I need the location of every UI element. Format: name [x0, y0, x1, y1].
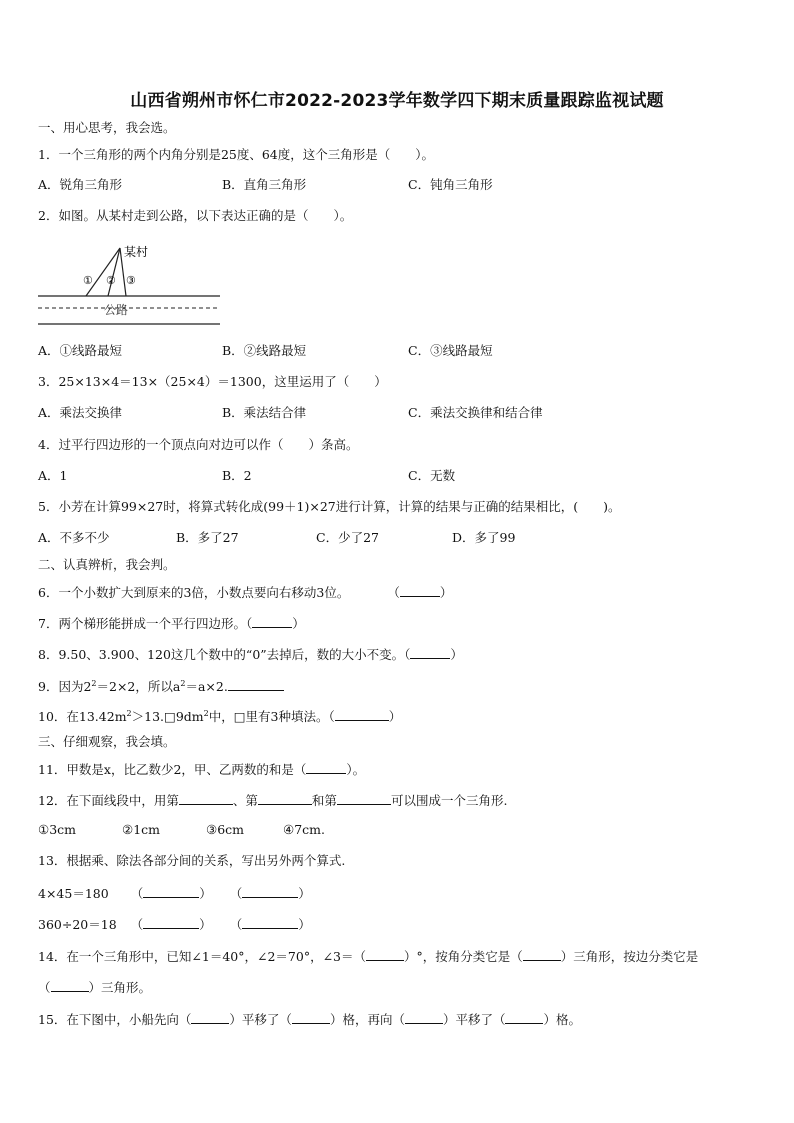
- q3-option-a: A．乘法交换律: [38, 405, 123, 420]
- q12-blank-3[interactable]: [337, 791, 391, 805]
- q13-row-1: [38, 884, 311, 902]
- q2-option-a: A．①线路最短: [38, 343, 123, 358]
- q13-r2-close-b: ）: [298, 917, 311, 932]
- q8-paren-close: ）: [450, 647, 463, 662]
- q11-text-2: ）。: [346, 762, 366, 777]
- q14-blank-1[interactable]: [366, 947, 404, 961]
- q10-paren-close: ）: [388, 709, 402, 724]
- question-14-line-2: [38, 978, 151, 996]
- q2-option-c: C．③线路最短: [408, 343, 493, 358]
- q12-blank-1[interactable]: [179, 791, 233, 805]
- q2-option-b: B．②线路最短: [222, 343, 307, 358]
- question-13-stem: 13．根据乘、除法各部分间的关系，写出另外两个算式.: [38, 853, 346, 868]
- q13-r1-open-b: （: [229, 886, 243, 901]
- q4-option-a: A．1: [38, 468, 68, 483]
- q10-text-3: 中，□里有3种填法。（: [208, 709, 335, 724]
- q15-text-1: 15．在下图中，小船先向（: [38, 1012, 192, 1027]
- road-village-figure: [36, 242, 226, 332]
- q12-text-4: 可以围成一个三角形.: [390, 793, 508, 808]
- q15-text-5: ）格。: [543, 1012, 581, 1027]
- road-label: 公路: [104, 303, 129, 317]
- q5-option-d: D．多了99: [452, 530, 516, 545]
- q9-sup-1: 2: [91, 678, 97, 688]
- question-5-stem: 5．小芳在计算99×27时，将算式转化成(99＋1)×27进行计算，计算的结果与正确的结果相比，( )。: [38, 499, 621, 514]
- q9-text-1: 9．因为2: [38, 679, 92, 694]
- q9-text-3: ＝a×2.: [185, 679, 228, 694]
- page-title: 山西省朔州市怀仁市2022-2023学年数学四下期末质量跟踪监视试题: [130, 91, 664, 111]
- q3-option-c: C．乘法交换律和结合律: [408, 405, 543, 420]
- q8-answer-blank[interactable]: [410, 645, 450, 659]
- q13-r1-close-a: ）: [199, 886, 212, 901]
- q12-text-3: 和第: [311, 793, 337, 808]
- q4-option-b: B．2: [222, 468, 252, 483]
- q1-option-b: B．直角三角形: [222, 177, 307, 192]
- route-2-label: ②: [106, 274, 116, 287]
- question-1-stem: 1．一个三角形的两个内角分别是25度、64度，这个三角形是（ ）。: [38, 147, 435, 162]
- q15-blank-3[interactable]: [405, 1010, 443, 1024]
- q5-option-a: A．不多不少: [38, 530, 110, 545]
- q7-paren-close: ）: [292, 616, 305, 631]
- question-7: [38, 614, 305, 632]
- q12-segment-3: ③6cm: [206, 822, 245, 837]
- q14-text-2: ）°，按角分类它是（: [404, 949, 523, 964]
- q5-option-b: B．多了27: [176, 530, 239, 545]
- q12-text-1: 12．在下面线段中，用第: [38, 793, 179, 808]
- q14-text-1: 14．在一个三角形中，已知∠1＝40°，∠2＝70°，∠3＝（: [38, 949, 366, 964]
- q6-answer-blank[interactable]: [400, 583, 440, 597]
- q13-r2-open-a: （: [130, 917, 144, 932]
- q10-sup-1: 2: [126, 708, 132, 718]
- route-1-label: ①: [83, 274, 93, 287]
- q14-text-4: （: [38, 980, 51, 995]
- route-3-label: ③: [126, 274, 136, 287]
- q14-text-5: ）三角形。: [88, 980, 152, 995]
- q14-blank-3[interactable]: [51, 978, 89, 992]
- q15-text-4: ）平移了（: [442, 1012, 506, 1027]
- q1-option-a: A．锐角三角形: [38, 177, 123, 192]
- q11-answer-blank[interactable]: [306, 760, 346, 774]
- q15-blank-4[interactable]: [505, 1010, 543, 1024]
- section-heading-2: 二、认真辨析，我会判。: [38, 557, 176, 572]
- section-heading-3: 三、仔细观察，我会填。: [38, 734, 176, 749]
- q10-text-2: ＞13.□9dm: [131, 709, 204, 724]
- q13-r1-blank-a[interactable]: [143, 884, 199, 898]
- q10-text-1: 10．在13.42m: [38, 709, 127, 724]
- q15-blank-1[interactable]: [191, 1010, 229, 1024]
- q15-text-3: ）格，再向（: [329, 1012, 405, 1027]
- q10-sup-2: 2: [203, 708, 209, 718]
- q13-r2-blank-b[interactable]: [242, 915, 298, 929]
- q6-paren-close: ）: [439, 585, 453, 600]
- question-9: [38, 677, 284, 695]
- q12-segment-1: ①3cm: [38, 822, 77, 837]
- q5-option-c: C．少了27: [316, 530, 379, 545]
- q4-option-c: C．无数: [408, 468, 456, 483]
- q14-text-3: ）三角形，按边分类它是: [560, 949, 699, 964]
- q12-segment-2: ②1cm: [122, 822, 161, 837]
- q1-option-c: C．钝角三角形: [408, 177, 493, 192]
- q15-blank-2[interactable]: [292, 1010, 330, 1024]
- q14-blank-2[interactable]: [523, 947, 561, 961]
- question-10: [38, 707, 401, 725]
- q7-answer-blank[interactable]: [252, 614, 292, 628]
- q15-text-2: ）平移了（: [229, 1012, 292, 1027]
- q3-option-b: B．乘法结合律: [222, 405, 307, 420]
- question-3-stem: 3．25×13×4＝13×（25×4）＝1300，这里运用了（ ）: [38, 374, 387, 389]
- q13-r2-close-a: ）: [199, 917, 212, 932]
- village-label: 某村: [124, 245, 149, 259]
- question-15: [38, 1010, 581, 1028]
- q10-answer-blank[interactable]: [335, 707, 389, 721]
- q13-row-2: [38, 915, 311, 933]
- q13-equation-1: 4×45＝180: [38, 886, 109, 901]
- q13-r1-blank-b[interactable]: [242, 884, 298, 898]
- q12-text-2: 、第: [232, 793, 258, 808]
- section-heading-1: 一、用心思考，我会选。: [38, 120, 176, 135]
- question-4-stem: 4．过平行四边形的一个顶点向对边可以作（ ）条高。: [38, 437, 359, 452]
- q13-r1-close-b: ）: [298, 886, 311, 901]
- q8-text: 8．9.50、3.900、120这几个数中的“0”去掉后，数的大小不变。（: [38, 647, 411, 662]
- q13-r2-open-b: （: [229, 917, 243, 932]
- q6-text: 6．一个小数扩大到原来的3倍，小数点要向右移动3位。: [38, 585, 350, 600]
- question-11: [38, 760, 365, 778]
- q6-paren-open: （: [387, 585, 400, 600]
- q13-equation-2: 360÷20＝18: [38, 917, 117, 932]
- question-14-line-1: [38, 947, 698, 965]
- question-12: [38, 791, 507, 809]
- q9-text-2: ＝2×2，所以a: [96, 679, 181, 694]
- question-2-stem: 2．如图。从某村走到公路，以下表达正确的是（ ）。: [38, 208, 353, 223]
- q7-text: 7．两个梯形能拼成一个平行四边形。（: [38, 616, 253, 631]
- q12-blank-2[interactable]: [258, 791, 312, 805]
- q12-segment-4: ④7cm.: [283, 822, 325, 837]
- q11-text-1: 11．甲数是x，比乙数少2，甲、乙两数的和是（: [38, 762, 307, 777]
- q9-answer-blank[interactable]: [228, 677, 284, 691]
- question-6: [38, 583, 452, 601]
- question-8: [38, 645, 463, 663]
- q9-sup-2: 2: [180, 678, 186, 688]
- q13-r2-blank-a[interactable]: [143, 915, 199, 929]
- q13-r1-open-a: （: [130, 886, 144, 901]
